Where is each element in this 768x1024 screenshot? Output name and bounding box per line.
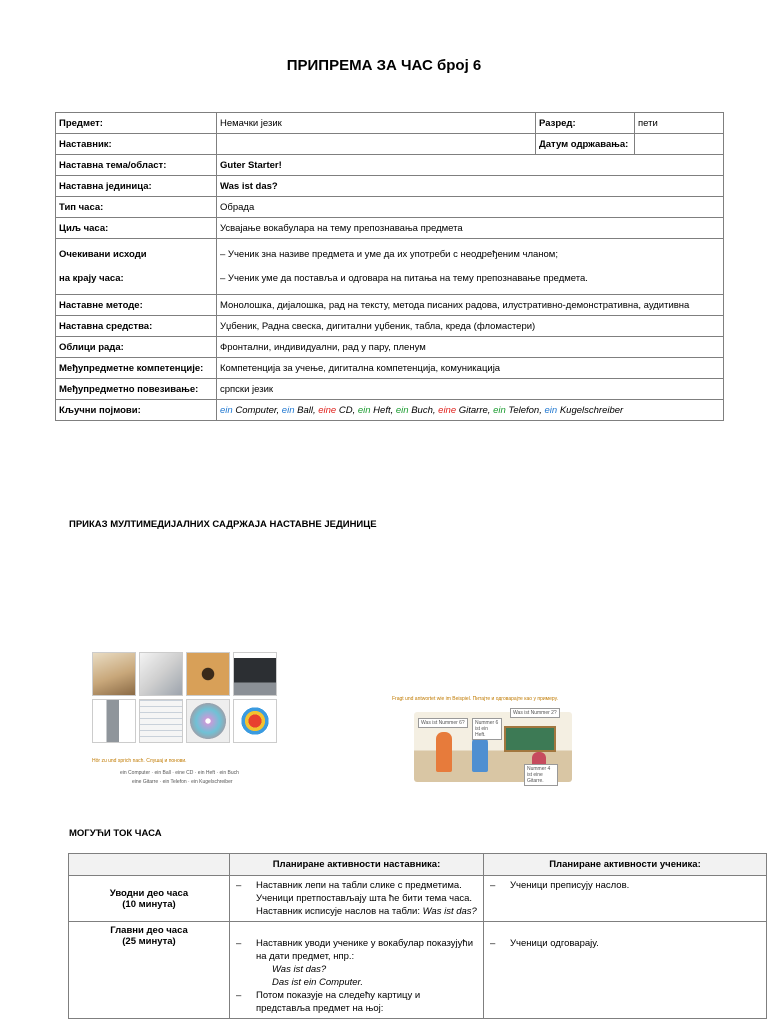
topic-value: Guter Starter!: [217, 155, 724, 176]
grade-label: Разред:: [536, 113, 635, 134]
dash-bullet: –: [236, 938, 242, 949]
table-row: [56, 197, 724, 218]
keyword-article: ein: [544, 404, 558, 416]
date-label: Датум одржавања:: [536, 134, 635, 155]
page-title: ПРИПРЕМА ЗА ЧАС број 6: [286, 57, 482, 74]
main-teacher-activity: Наставник уводи ученике у вокабулар показујући на дати предмет, нпр.:: [256, 938, 473, 962]
outcome-item: – Ученик уме да поставља и одговара на питања на тему препознавање предмета.: [220, 273, 588, 284]
empty-header-cell: [69, 854, 230, 876]
keywords-value: [217, 400, 724, 421]
subject-label: Предмет:: [56, 113, 217, 134]
keyword-noun: Gitarre,: [456, 404, 494, 416]
notebook-photo: [139, 699, 183, 743]
outcomes-value: [217, 239, 724, 295]
intro-phase-cell: [69, 876, 230, 922]
pen-photo: [139, 652, 183, 696]
guitar-photo: [186, 652, 230, 696]
keyword-item: [358, 405, 396, 416]
table-row: [56, 337, 724, 358]
intro-phase-time: (10 минута): [122, 899, 176, 910]
student-figure: [436, 732, 452, 772]
outcomes-label: [56, 239, 217, 295]
lesson-flow-table: [68, 853, 767, 1019]
flow-heading: МОГУЋИ ТОК ЧАСА: [69, 828, 162, 839]
teacher-label: Наставник:: [56, 134, 217, 155]
unit-label: Наставна јединица:: [56, 176, 217, 197]
list-item: [490, 879, 760, 892]
keyword-noun: Buch,: [408, 404, 439, 416]
keyword-article: eine: [318, 404, 337, 416]
subject-value: Немачки језик: [217, 113, 536, 134]
classroom-illustration: [414, 712, 572, 782]
intro-teacher-cell: [230, 876, 484, 922]
keyword-item: [438, 405, 493, 416]
table-row: [56, 176, 724, 197]
keyword-item: [282, 405, 318, 416]
methods-label: Наставне методе:: [56, 295, 217, 316]
forms-value: Фронтални, индивидуални, рад у пару, пленум: [217, 337, 724, 358]
intro-teacher-activity: Наставник лепи на табли слике с предметима. Ученици претпостављају шта ће бити тема часа. Наставник исписује наслов на табли:: [256, 880, 473, 917]
board-drawing: [504, 726, 556, 752]
keyword-article: eine: [438, 404, 457, 416]
table-row: [69, 922, 767, 1019]
keyword-article: ein: [220, 404, 233, 416]
keyword-article: ein: [281, 404, 295, 416]
example-answer: Das ist ein Computer.: [272, 977, 363, 988]
links-label: Међупредметно повезивање:: [56, 379, 217, 400]
methods-value: Монолошка, дијалошка, рад на тексту, метода писаних радова, илустративно-демонстративна, аудитивна: [217, 295, 724, 316]
table-row: [56, 155, 724, 176]
keywords-label: Кључни појмови:: [56, 400, 217, 421]
keyword-item: [220, 405, 282, 416]
competences-value: Компетенција за учење, дигитална компетенција, комуникација: [217, 358, 724, 379]
speech-bubble: Was ist Nummer 2?: [510, 708, 560, 718]
intro-teacher-text: [256, 879, 477, 918]
speech-bubble: Was ist Nummer 6?: [418, 718, 468, 728]
outcome-item: – Ученик зна називе предмета и уме да их употреби с неодређеним чланом;: [220, 249, 558, 260]
links-value: српски језик: [217, 379, 724, 400]
dash-bullet: –: [490, 938, 496, 949]
table-header-row: [69, 854, 767, 876]
forms-label: Облици рада:: [56, 337, 217, 358]
keyword-noun: Telefon,: [505, 404, 545, 416]
topic-label: Наставна тема/област:: [56, 155, 217, 176]
main-student-activity: Ученици одговарају.: [510, 938, 599, 949]
main-phase-time: (25 минута): [122, 936, 176, 947]
table-row: [56, 239, 724, 295]
table-row: [56, 295, 724, 316]
keyword-noun: Computer,: [232, 404, 282, 416]
dialogue-image: [392, 696, 582, 786]
speech-bubble: Nummer 6 ist ein Heft.: [472, 718, 502, 740]
keyword-item: [396, 405, 438, 416]
grade-value: пети: [635, 113, 724, 134]
dash-bullet: –: [236, 990, 242, 1001]
outcomes-label-line-2: на крају часа:: [59, 273, 124, 284]
table-row: [56, 400, 724, 421]
table-row: [56, 218, 724, 239]
goal-value: Усвајање вокабулара на тему препознавања предмета: [217, 218, 724, 239]
speech-bubble: Nummer 4 ist eine Gitarre.: [524, 764, 558, 786]
student-figure: [472, 736, 488, 772]
keyword-item: [318, 405, 358, 416]
unit-value: Was ist das?: [217, 176, 724, 197]
keyword-noun: Ball,: [294, 404, 319, 416]
vocabulary-image: [90, 650, 290, 790]
main-phase-label: Главни део часа: [110, 925, 188, 936]
table-row: [56, 113, 724, 134]
goal-label: Циљ часа:: [56, 218, 217, 239]
vocabulary-words: eine Gitarre · ein Telefon · ein Kugelschreiber: [132, 779, 233, 785]
teacher-value: [217, 134, 536, 155]
example-question: Was ist das?: [272, 964, 327, 975]
table-row: [56, 379, 724, 400]
keyword-item: [545, 405, 624, 416]
main-phase-cell: [69, 922, 230, 1019]
type-label: Тип часа:: [56, 197, 217, 218]
list-item: [490, 937, 760, 950]
intro-phase-label: Уводни део часа: [109, 888, 189, 899]
laptop-photo: [233, 652, 277, 696]
list-item: [236, 937, 477, 963]
book-photo: [92, 652, 136, 696]
dialogue-caption: Fragt und antwortet wie im Beispiel. Питајте и одговарајте као у примеру.: [392, 696, 558, 702]
vocabulary-words: ein Computer · ein Ball · eine CD · ein Heft · ein Buch: [120, 770, 239, 776]
table-row: [69, 876, 767, 922]
list-item: [236, 989, 477, 1015]
intro-student-cell: [484, 876, 767, 922]
dash-bullet: –: [236, 880, 242, 891]
competences-label: Међупредметне компетенције:: [56, 358, 217, 379]
keyword-noun: CD,: [336, 404, 358, 416]
date-value: [635, 134, 724, 155]
means-value: Уџбеник, Радна свеска, дигитални уџбеник, табла, креда (фломастери): [217, 316, 724, 337]
main-student-cell: [484, 922, 767, 1019]
table-row: [56, 358, 724, 379]
multimedia-heading: ПРИКАЗ МУЛТИМЕДИЈАЛНИХ САДРЖАЈА НАСТАВНЕ ЈЕДИНИЦЕ: [69, 519, 377, 530]
intro-teacher-title: Was ist das?: [422, 906, 477, 917]
type-value: Обрада: [217, 197, 724, 218]
keyword-noun: Kugelschreiber: [557, 404, 624, 416]
list-item: [236, 879, 477, 918]
teacher-column-header: Планиране активности наставника:: [230, 854, 484, 876]
table-row: [56, 134, 724, 155]
lesson-info-table: [55, 112, 724, 421]
student-column-header: Планиране активности ученика:: [484, 854, 767, 876]
ball-photo: [233, 699, 277, 743]
keyword-noun: Heft,: [370, 404, 396, 416]
table-row: [56, 316, 724, 337]
phone-photo: [92, 699, 136, 743]
intro-student-activity: Ученици преписују наслов.: [510, 880, 630, 891]
main-teacher-activity: Потом показује на следећу картицу и представља предмет на њој:: [256, 990, 421, 1014]
vocabulary-caption: Hör zu und sprich nach. Слушај и понови.: [92, 758, 187, 764]
main-teacher-cell: [230, 922, 484, 1019]
outcomes-label-line-1: Очекивани исходи: [59, 249, 147, 260]
means-label: Наставна средства:: [56, 316, 217, 337]
keyword-article: ein: [395, 404, 409, 416]
keyword-article: ein: [357, 404, 371, 416]
cd-photo: [186, 699, 230, 743]
keyword-item: [493, 405, 544, 416]
keyword-article: ein: [493, 404, 506, 416]
dash-bullet: –: [490, 880, 496, 891]
